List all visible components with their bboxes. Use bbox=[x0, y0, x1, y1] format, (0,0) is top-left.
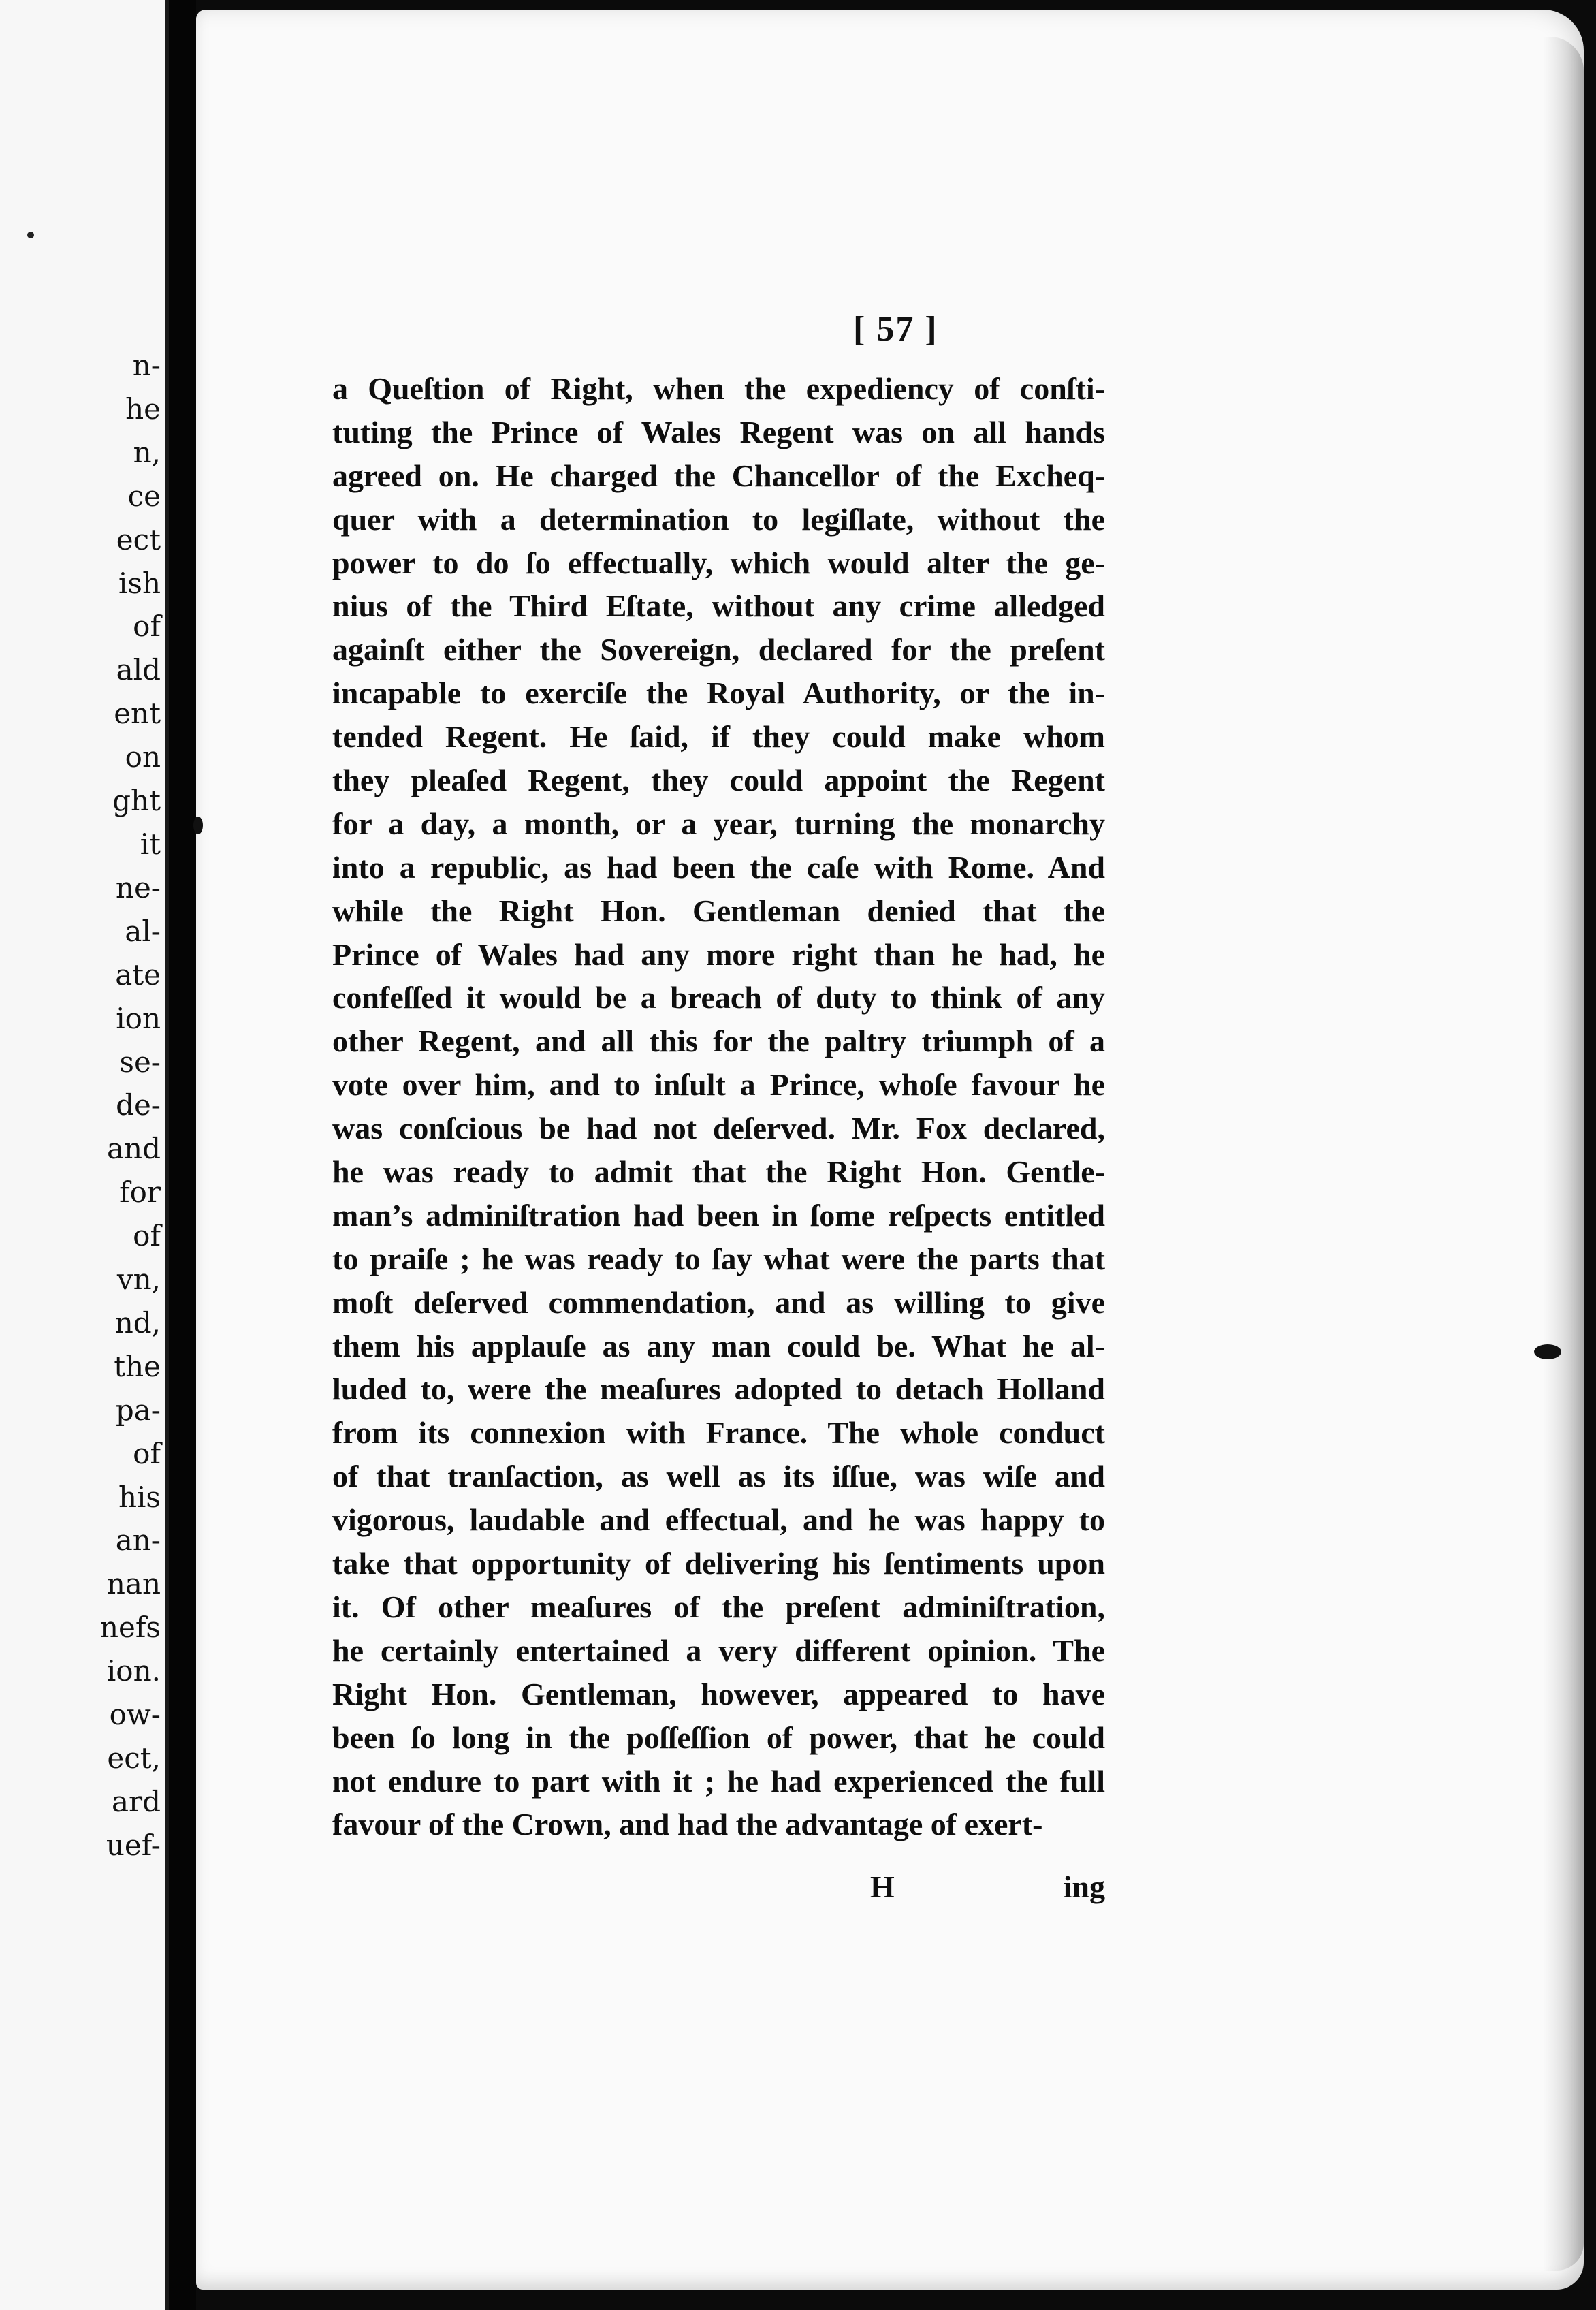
previous-page-word-fragment: ish bbox=[118, 566, 161, 600]
text-line: been ſo long in the poſſeſſion of power, that he could bbox=[332, 1720, 1105, 1755]
previous-page-line-endings bbox=[79, 344, 161, 1867]
text-line: vote over him, and to inſult a Prince, whoſe favour he bbox=[332, 1067, 1105, 1103]
previous-page-word-fragment: ard bbox=[111, 1784, 161, 1818]
previous-page-word-fragment: nan bbox=[106, 1567, 161, 1601]
previous-page-word-fragment: of bbox=[133, 1219, 161, 1253]
text-line: into a republic, as had been the caſe with Rome. And bbox=[332, 849, 1105, 885]
signature-mark: H bbox=[870, 1869, 895, 1904]
text-line: Prince of Wales had any more right than he had, he bbox=[332, 936, 1105, 972]
previous-page-word-fragment: n, bbox=[133, 435, 161, 469]
text-line: man’s adminiſtration had been in ſome reſpects entitled bbox=[332, 1197, 1105, 1233]
text-line: take that opportunity of delivering his ſentiments upon bbox=[332, 1546, 1105, 1581]
page-footer bbox=[332, 1869, 1105, 1910]
text-line: confeſſed it would be a breach of duty to think of any bbox=[332, 980, 1105, 1015]
previous-page-word-fragment: ald bbox=[116, 653, 161, 687]
text-line: not endure to part with it ; he had experienced the full bbox=[332, 1763, 1105, 1799]
previous-page-word-fragment: he bbox=[125, 392, 161, 426]
text-line: moſt deſerved commendation, and as willing to give bbox=[332, 1284, 1105, 1320]
text-line: they pleaſed Regent, they could appoint the Regent bbox=[332, 763, 1105, 798]
previous-page-word-fragment: ow- bbox=[109, 1698, 161, 1732]
page-body-text bbox=[332, 367, 1105, 1846]
previous-page-word-fragment: ne- bbox=[115, 870, 161, 904]
book-gutter bbox=[169, 0, 196, 2310]
text-line: while the Right Hon. Gentleman denied that the bbox=[332, 893, 1105, 928]
text-line: them his applauſe as any man could be. What he al- bbox=[332, 1328, 1105, 1363]
text-line: againſt either the Sovereign, declared for the preſent bbox=[332, 632, 1105, 667]
previous-page-word-fragment: ion bbox=[116, 1001, 161, 1035]
previous-page-word-fragment: se- bbox=[119, 1045, 161, 1079]
text-line: quer with a determination to legiſlate, without the bbox=[332, 501, 1105, 537]
text-line: it. Of other meaſures of the preſent adminiſtration, bbox=[332, 1589, 1105, 1624]
page-number: [ 57 ] bbox=[853, 310, 938, 349]
text-line: he certainly entertained a very different opinion. The bbox=[332, 1632, 1105, 1668]
previous-page-word-fragment: ght bbox=[112, 784, 161, 818]
previous-page-word-fragment: and bbox=[107, 1132, 161, 1166]
text-line: a Queſtion of Right, when the expediency of conſti- bbox=[332, 371, 1105, 406]
text-line: nius of the Third Eſtate, without any crime alledged bbox=[332, 588, 1105, 624]
previous-page-word-fragment: pa- bbox=[115, 1393, 161, 1427]
text-line: other Regent, and all this for the paltry triumph of a bbox=[332, 1024, 1105, 1059]
previous-page-word-fragment: it bbox=[140, 827, 161, 861]
ink-blot bbox=[1534, 1344, 1561, 1359]
text-line: from its connexion with France. The whole conduct bbox=[332, 1415, 1105, 1451]
previous-page-word-fragment: his bbox=[118, 1480, 161, 1514]
text-line: of that tranſaction, as well as its iſſue, was wiſe and bbox=[332, 1459, 1105, 1494]
previous-page-word-fragment: ect, bbox=[107, 1741, 161, 1775]
text-line: tended Regent. He ſaid, if they could make whom bbox=[332, 719, 1105, 755]
previous-page-word-fragment: ion. bbox=[106, 1654, 161, 1688]
previous-page-word-fragment: nefs bbox=[99, 1611, 161, 1645]
previous-page-word-fragment: on bbox=[125, 740, 161, 774]
book-page bbox=[196, 10, 1584, 2290]
previous-page-word-fragment: ate bbox=[115, 958, 161, 992]
ink-blot bbox=[193, 817, 203, 834]
previous-page-word-fragment: ent bbox=[114, 697, 161, 731]
previous-page-word-fragment: nd, bbox=[114, 1306, 161, 1340]
page-edge-shadow bbox=[1543, 37, 1584, 2271]
text-line: luded to, were the meaſures adopted to detach Holland bbox=[332, 1372, 1105, 1407]
previous-page-word-fragment: n- bbox=[132, 349, 161, 382]
previous-page-fragment bbox=[0, 0, 169, 2310]
previous-page-word-fragment: an- bbox=[115, 1523, 161, 1557]
previous-page-word-fragment: de- bbox=[116, 1088, 161, 1122]
text-line: he was ready to admit that the Right Hon. Gentle- bbox=[332, 1154, 1105, 1190]
text-line: for a day, a month, or a year, turning the monarchy bbox=[332, 806, 1105, 841]
text-line: Right Hon. Gentleman, however, appeared to have bbox=[332, 1676, 1105, 1711]
text-line: agreed on. He charged the Chancellor of the Excheq- bbox=[332, 458, 1105, 493]
text-line: vigorous, laudable and effectual, and he was happy to bbox=[332, 1502, 1105, 1538]
page-bottom-shadow bbox=[196, 2290, 1584, 2310]
text-line: power to do ſo effectually, which would alter the ge- bbox=[332, 545, 1105, 580]
previous-page-word-fragment: uef- bbox=[106, 1828, 161, 1862]
previous-page-word-fragment: al- bbox=[125, 914, 161, 948]
ink-speck bbox=[27, 232, 34, 238]
text-line: favour of the Crown, and had the advantage of exert- bbox=[332, 1807, 1043, 1842]
text-line: was conſcious be had not deſerved. Mr. Fox declared, bbox=[332, 1111, 1105, 1146]
previous-page-word-fragment: for bbox=[119, 1175, 161, 1209]
previous-page-word-fragment: ect bbox=[116, 522, 161, 556]
text-line: to praiſe ; he was ready to ſay what were the parts that bbox=[332, 1241, 1105, 1276]
previous-page-word-fragment: of bbox=[133, 1436, 161, 1470]
text-line: tuting the Prince of Wales Regent was on all hands bbox=[332, 414, 1105, 449]
previous-page-word-fragment: the bbox=[114, 1349, 161, 1383]
previous-page-word-fragment: ce bbox=[127, 479, 161, 513]
text-line: incapable to exerciſe the Royal Authority, or the in- bbox=[332, 676, 1105, 711]
catchword: ing bbox=[1063, 1869, 1105, 1904]
previous-page-word-fragment: vn, bbox=[116, 1263, 161, 1297]
previous-page-word-fragment: of bbox=[133, 610, 161, 644]
